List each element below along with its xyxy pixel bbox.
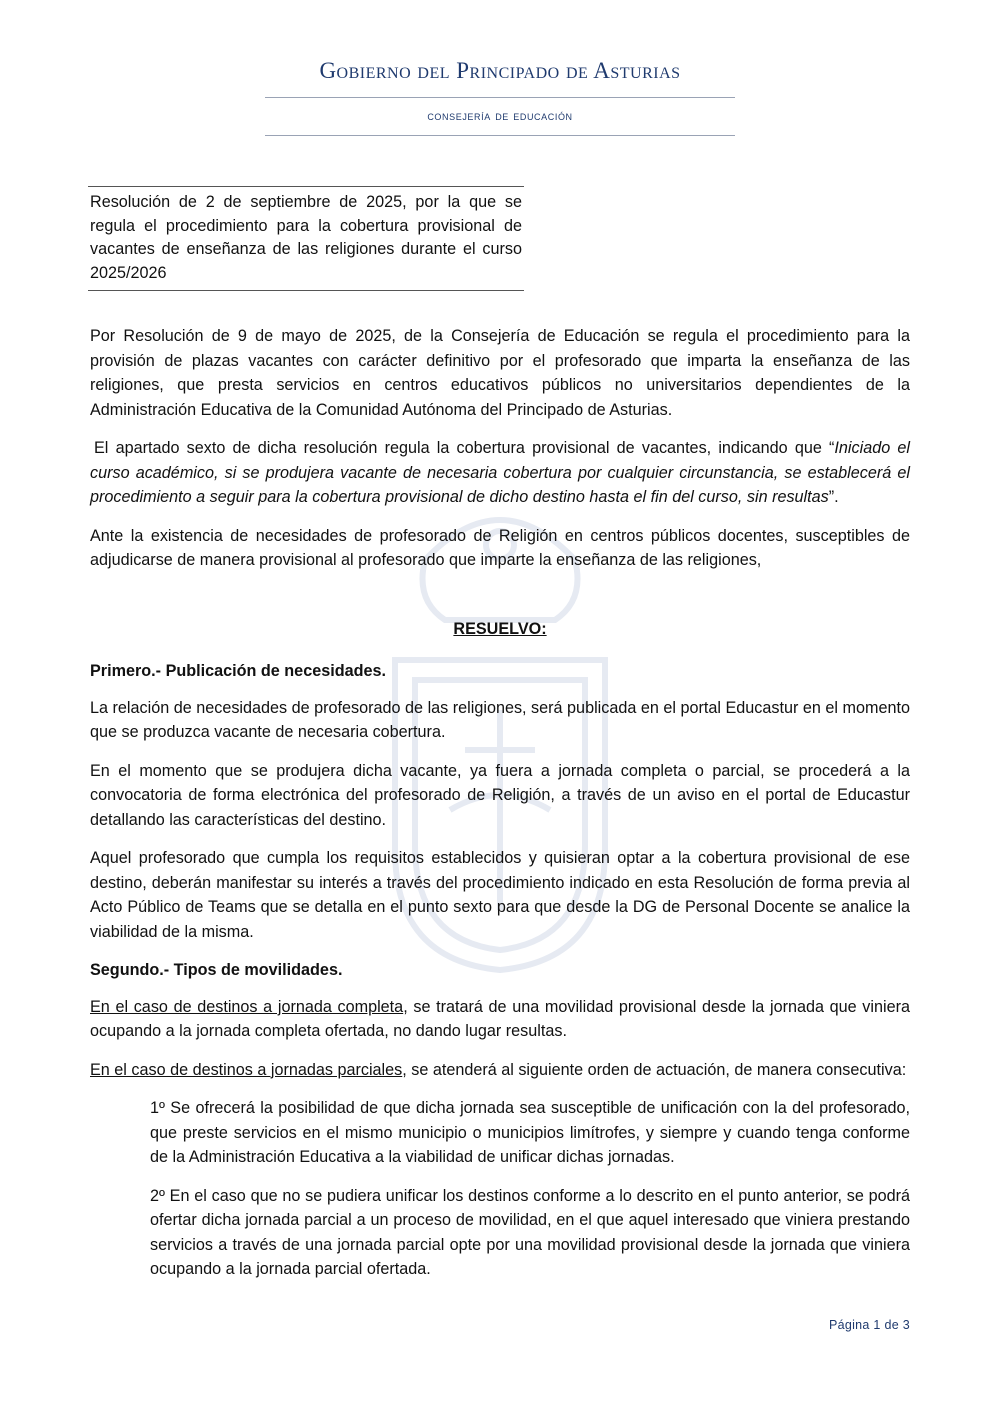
paragraph: Ante la existencia de necesidades de profesorado de Religión en centros públicos docentes, susceptibles de adjudicarse de manera provisional al profesorado que imparte la enseñanza de las religiones, — [90, 526, 910, 569]
list-item: 1º Se ofrecerá la posibilidad de que dicha jornada sea susceptible de unificación con la del profesorado, que preste servicios en el mismo municipio o municipios limítrofes, y siempre y cuando tenga conforme de la Administración Educativa a la viabilidad de unificar dichas jornadas. — [150, 1099, 910, 1166]
section-heading: Primero.- Publicación de necesidades. — [90, 662, 386, 680]
government-title: Gobierno del Principado de Asturias — [319, 58, 681, 83]
header-divider — [265, 97, 735, 98]
department-subtitle: consejería de educación — [427, 108, 573, 123]
page-number: Página 1 de 3 — [828, 1318, 910, 1332]
document-body — [90, 324, 910, 1296]
paragraph: En el caso de destinos a jornadas parciales, se atenderá al siguiente orden de actuación, de manera consecutiva: — [90, 1060, 907, 1079]
resuelvo-heading: RESUELVO: — [453, 619, 547, 638]
section-heading: Segundo.- Tipos de movilidades. — [90, 961, 343, 979]
list-item: 2º En el caso que no se pudiera unificar los destinos conforme a lo descrito en el punto anterior, se podrá ofertar dicha jornada parcial a un proceso de movilidad, en el que aquel interesado que viniera prestando servicios a través de una jornada parcial opte por una movilidad provisional desde la jornada que viniera ocupando a la jornada parcial ofertada. — [150, 1186, 910, 1278]
paragraph: En el momento que se produjera dicha vacante, ya fuera a jornada completa o parcial, se procederá a la convocatoria de forma electrónica del profesorado de Religión, a través de un aviso en el portal de Educastur detallando las características del destino. — [90, 761, 910, 829]
paragraph: La relación de necesidades de profesorado de las religiones, será publicada en el portal Educastur en el momento que se produzca vacante de necesaria cobertura. — [90, 698, 910, 741]
resolution-title: Resolución de 2 de septiembre de 2025, por la que se regula el procedimiento para la cobertura provisional de vacantes de enseñanza de las religiones durante el curso 2025/2026 — [88, 186, 524, 291]
header-divider — [265, 135, 735, 136]
paragraph: El apartado sexto de dicha resolución regula la cobertura provisional de vacantes, indicando que “Iniciado el curso académico, si se produjera vacante de necesaria cobertura por cualquier circunstancia, se establecerá el procedimiento a seguir para la cobertura provisional de dicho destino hasta el fin del curso, sin resultas”. — [90, 439, 910, 506]
paragraph: Por Resolución de 9 de mayo de 2025, de la Consejería de Educación se regula el procedimiento para la provisión de plazas vacantes con carácter definitivo por el profesorado que imparta la enseñanza de las religiones, que presta servicios en centros educativos públicos no universitarios dependientes de la Administración Educativa de la Comunidad Autónoma del Principado de Asturias. — [90, 327, 910, 419]
paragraph: En el caso de destinos a jornada completa, se tratará de una movilidad provisional desde la jornada que viniera ocupando a la jornada completa ofertada, no dando lugar resultas. — [90, 997, 910, 1040]
paragraph: Aquel profesorado que cumpla los requisitos establecidos y quisieran optar a la cobertura provisional de ese destino, deberán manifestar su interés a través del procedimiento indicado en esta Resolución de forma previa al Acto Público de Teams que se detalla en el punto sexto para que desde la DG de Personal Docente se analice la viabilidad de la misma. — [90, 849, 910, 941]
quoted-text: Iniciado el curso académico, si se produjera vacante de necesaria cobertura por cualquier circunstancia, se establecerá el procedimiento a seguir para la cobertura provisional de dicho destino hasta el fin del curso, sin resultas — [90, 439, 910, 506]
